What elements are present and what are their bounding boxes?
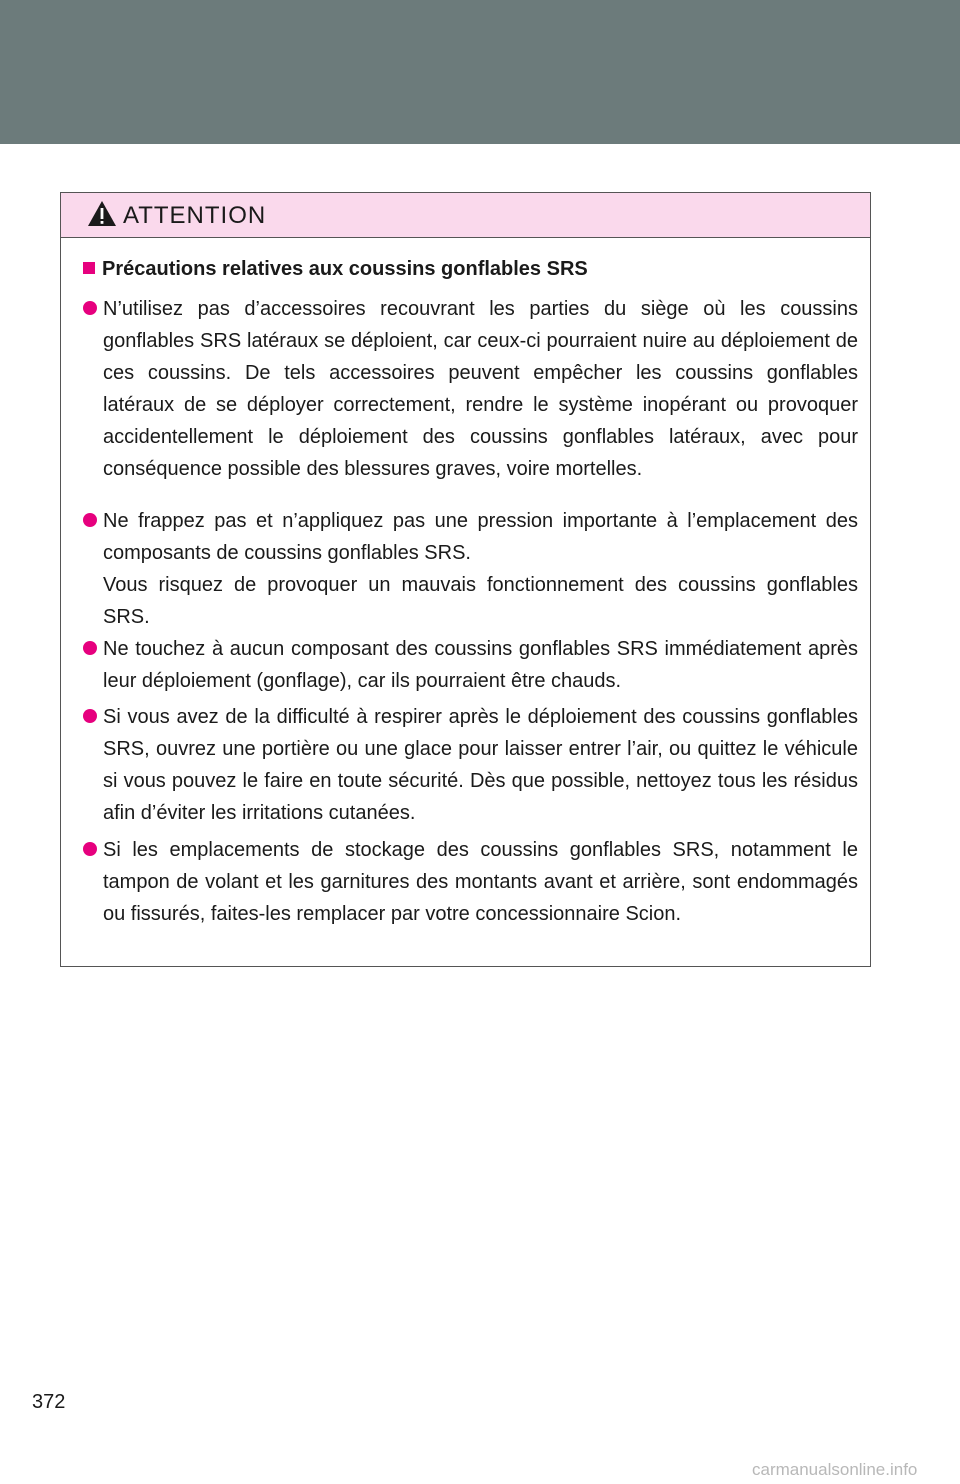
bullet-icon: [83, 641, 97, 655]
list-item: [82, 633, 858, 697]
list-item-text: Si les emplacements de stockage des coussins gonflables SRS, notamment le tampon de volant et les garnitures des montants avant et arrière, sont endommagés ou fissurés, faites-les remplacer par votre concessionnaire Scion.: [103, 839, 858, 925]
list-item: [82, 834, 858, 930]
section-heading: [83, 258, 588, 281]
bullet-icon: [83, 513, 97, 527]
list-item-text: Vous risquez de provoquer un mauvais fonctionnement des coussins gonflables SRS.: [103, 574, 858, 628]
bullet-icon: [83, 709, 97, 723]
header-band: [0, 0, 960, 144]
list-item-text: Si vous avez de la difficulté à respirer après le déploiement des coussins gonflables SRS, ouvrez une portière ou une glace pour laisser entrer l’air, ou quittez le véhicule si vous pouvez le faire en toute sécurité. Dès que possible, nettoyez tous les résidus afin d’éviter les irritations cutanées.: [103, 706, 858, 824]
warning-triangle-icon: [87, 200, 117, 227]
page-number: 372: [32, 1391, 66, 1413]
list-item: [82, 293, 858, 485]
watermark: carmanualsonline.info: [752, 1460, 918, 1479]
caution-box: [60, 192, 871, 967]
list-item-text: Ne touchez à aucun composant des coussins gonflables SRS immédiatement après leur déploiement (gonflage), car ils pourraient être chauds.: [103, 638, 858, 692]
list-item: [82, 505, 858, 633]
caution-title: ATTENTION: [123, 202, 267, 229]
bullet-icon: [83, 842, 97, 856]
bullet-icon: [83, 301, 97, 315]
list-item: [82, 701, 858, 829]
square-bullet-icon: [83, 262, 95, 274]
caution-header: [61, 193, 870, 238]
section-heading-text: Précautions relatives aux coussins gonflables SRS: [102, 258, 588, 280]
list-item-text: Ne frappez pas et n’appliquez pas une pression importante à l’emplacement des composants de coussins gonflables SRS.: [103, 510, 858, 564]
list-item-text: N’utilisez pas d’accessoires recouvrant les parties du siège où les coussins gonflables SRS latéraux se déploient, car ceux-ci pourraient nuire au déploiement de ces coussins. De tels accessoires peuvent empêcher les coussins gonflables latéraux de se déployer correctement, rendre le système inopérant ou provoquer accidentellement le déploiement des coussins gonflables latéraux, avec pour conséquence possible des blessures graves, voire mortelles.: [103, 298, 858, 480]
